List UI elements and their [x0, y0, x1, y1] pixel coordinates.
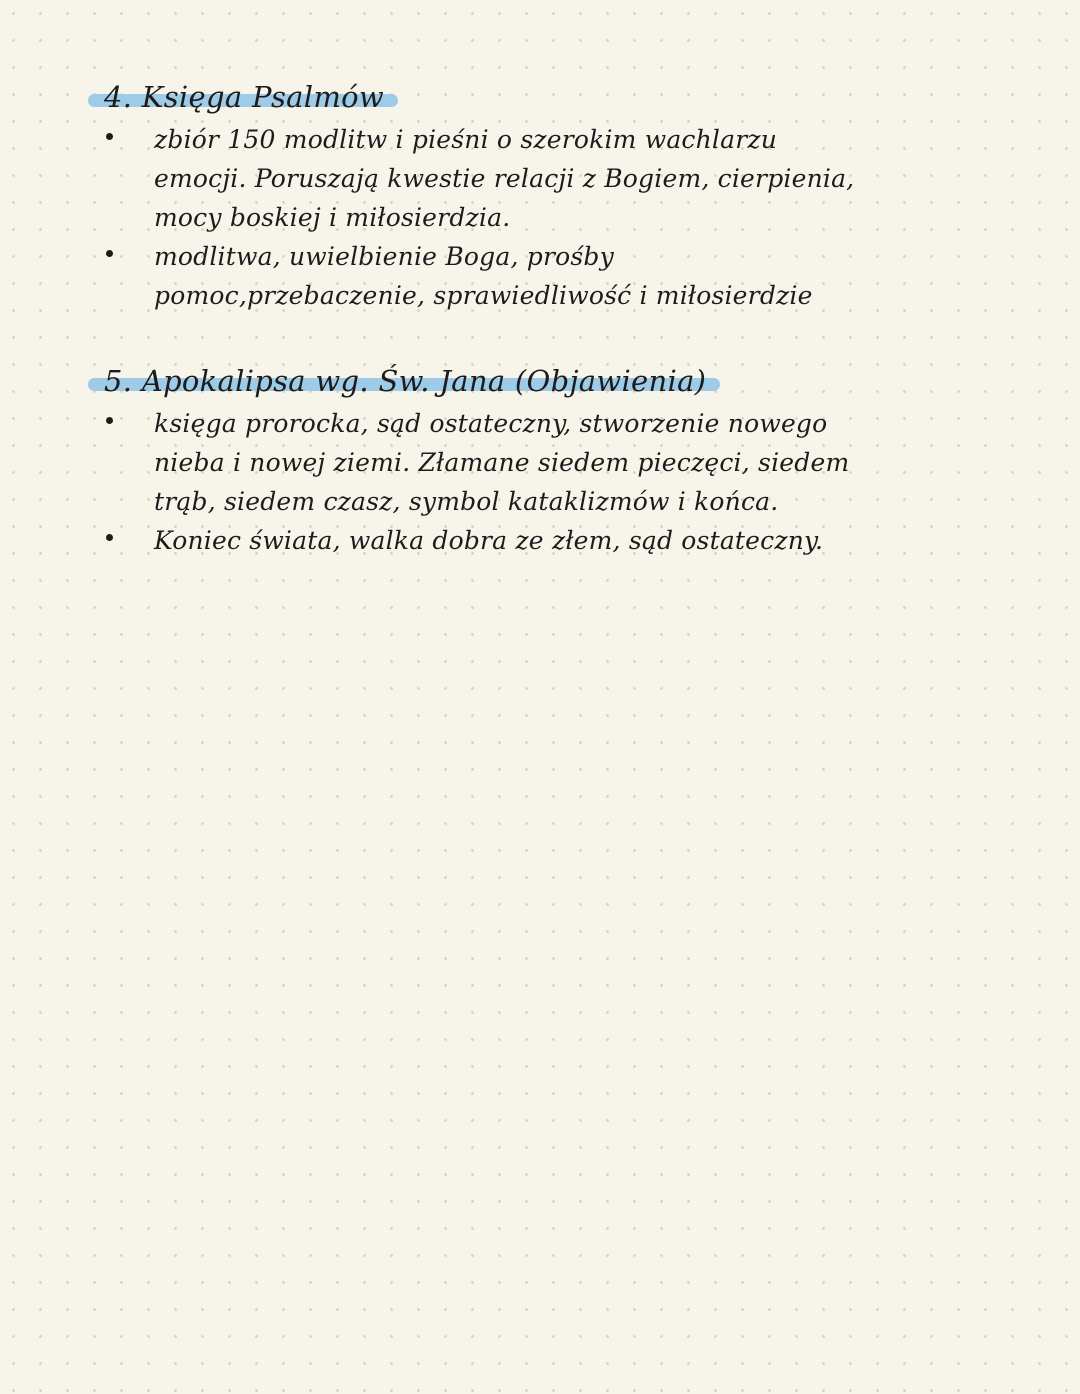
bullet-line: Koniec świata, walka dobra ze złem, sąd ostateczny. [154, 526, 824, 555]
bullet-item [88, 120, 968, 237]
bullet-icon [106, 417, 113, 424]
bullet-line: zbiór 150 modlitw i pieśni o szerokim wachlarzu [154, 125, 778, 154]
bullet-list [88, 404, 968, 560]
bullet-line: księga prorocka, sąd ostateczny, stworzenie nowego [154, 409, 828, 438]
bullet-line: pomoc,przebaczenie, sprawiedliwość i miłosierdzie [154, 281, 813, 310]
bullet-line: mocy boskiej i miłosierdzia. [154, 203, 511, 232]
section-heading [88, 74, 398, 120]
bullet-icon [106, 133, 113, 140]
bullet-line: nieba i nowej ziemi. Złamane siedem pieczęci, siedem [154, 448, 850, 477]
section-ksiega-psalmow [88, 74, 968, 315]
bullet-line: modlitwa, uwielbienie Boga, prośby [154, 242, 614, 271]
section-apokalipsa [88, 358, 968, 560]
bullet-line: trąb, siedem czasz, symbol kataklizmów i końca. [154, 487, 779, 516]
heading-text: 4. Księga Psalmów [104, 80, 385, 114]
bullet-line: emocji. Poruszają kwestie relacji z Bogiem, cierpienia, [154, 164, 855, 193]
bullet-icon [106, 534, 113, 541]
section-heading [88, 358, 720, 404]
bullet-item [88, 521, 968, 560]
bullet-item [88, 237, 968, 315]
bullet-list [88, 120, 968, 315]
heading-text: 5. Apokalipsa wg. Św. Jana (Objawienia) [104, 364, 707, 398]
bullet-icon [106, 250, 113, 257]
bullet-item [88, 404, 968, 521]
